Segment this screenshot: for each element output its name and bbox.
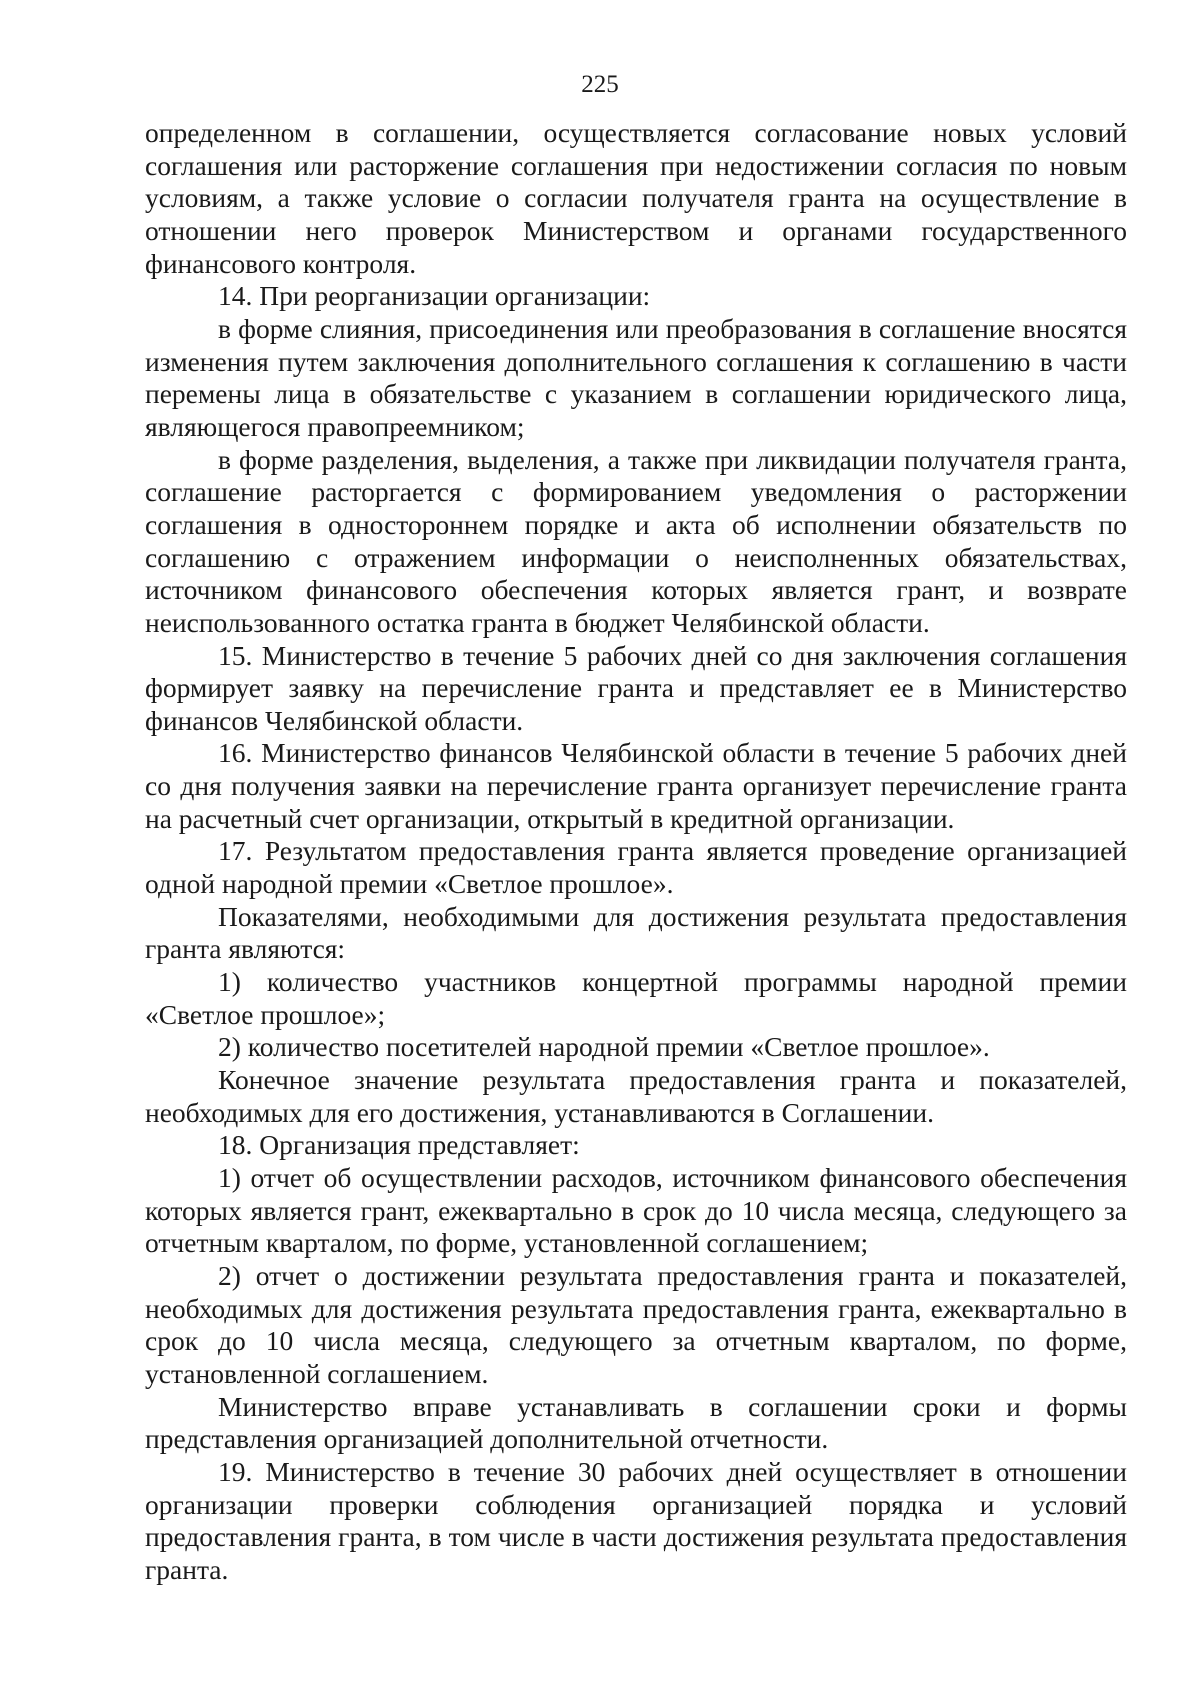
paragraph-19: 19. Министерство в течение 30 рабочих дней осуществляет в отношении организации проверки соблюдения организацией порядка и условий предоставления гранта, в том числе в части достижения результата предоставления гранта. [145, 1455, 1127, 1585]
paragraph-18: 18. Организация представляет: [218, 1129, 580, 1161]
document-body [145, 117, 1127, 1587]
page-number: 225 [581, 71, 619, 98]
paragraph-14: 14. При реорганизации организации: [218, 280, 651, 312]
paragraph-16: 16. Министерство финансов Челябинской области в течение 5 рабочих дней со дня получения заявки на перечисление гранта организует перечисление гранта на расчетный счет организации, открытый в кредитной организации. [145, 737, 1127, 834]
paragraph-17: 17. Результатом предоставления гранта является проведение организацией одной народной премии «Светлое прошлое». [145, 835, 1127, 900]
paragraph-18-item-1: 1) отчет об осуществлении расходов, источником финансового обеспечения которых является грант, ежеквартально в срок до 10 числа месяца, следующего за отчетным кварталом, по форме, установленной соглашением; [145, 1162, 1127, 1259]
paragraph-14-merger: в форме слияния, присоединения или преобразования в соглашение вносятся изменения путем заключения дополнительного соглашения к соглашению в части перемены лица в обязательстве с указанием в соглашении юридического лица, являющегося правопреемником; [145, 312, 1127, 442]
paragraph-18-item-2: 2) отчет о достижении результата предоставления гранта и показателей, необходимых для достижения результата предоставления гранта, ежеквартально в срок до 10 числа месяца, следующего за отчетным кварталом, по форме, установленной соглашением. [145, 1259, 1127, 1389]
paragraph-15: 15. Министерство в течение 5 рабочих дней со дня заключения соглашения формирует заявку на перечисление гранта и представляет ее в Министерство финансов Челябинской области. [145, 639, 1127, 736]
paragraph-18-additional: Министерство вправе устанавливать в соглашении сроки и формы представления организацией дополнительной отчетности. [145, 1390, 1127, 1455]
paragraph-17-item-2: 2) количество посетителей народной премии «Светлое прошлое». [218, 1031, 990, 1063]
paragraph-17-item-1: 1) количество участников концертной программы народной премии «Светлое прошлое»; [145, 966, 1127, 1030]
paragraph-continuation: определенном в соглашении, осуществляется согласование новых условий соглашения или расторжение соглашения при недостижении согласия по новым условиям, а также условие о согласии получателя гранта на осуществление в отношении него проверок Министерством и органами государственного финансового контроля. [145, 117, 1127, 279]
paragraph-17-final-value: Конечное значение результата предоставления гранта и показателей, необходимых для его достижения, устанавливаются в Соглашении. [145, 1064, 1127, 1128]
paragraph-17-indicators: Показателями, необходимыми для достижения результата предоставления гранта являются: [145, 900, 1127, 965]
paragraph-14-division: в форме разделения, выделения, а также при ликвидации получателя гранта, соглашение расторгается с формированием уведомления о расторжении соглашения в одностороннем порядке и акта об исполнении обязательств по соглашению с отражением информации о неисполненных обязательствах, источником финансового обеспечения которых является грант, и возврате неиспользованного остатка гранта в бюджет Челябинской области. [145, 443, 1127, 638]
